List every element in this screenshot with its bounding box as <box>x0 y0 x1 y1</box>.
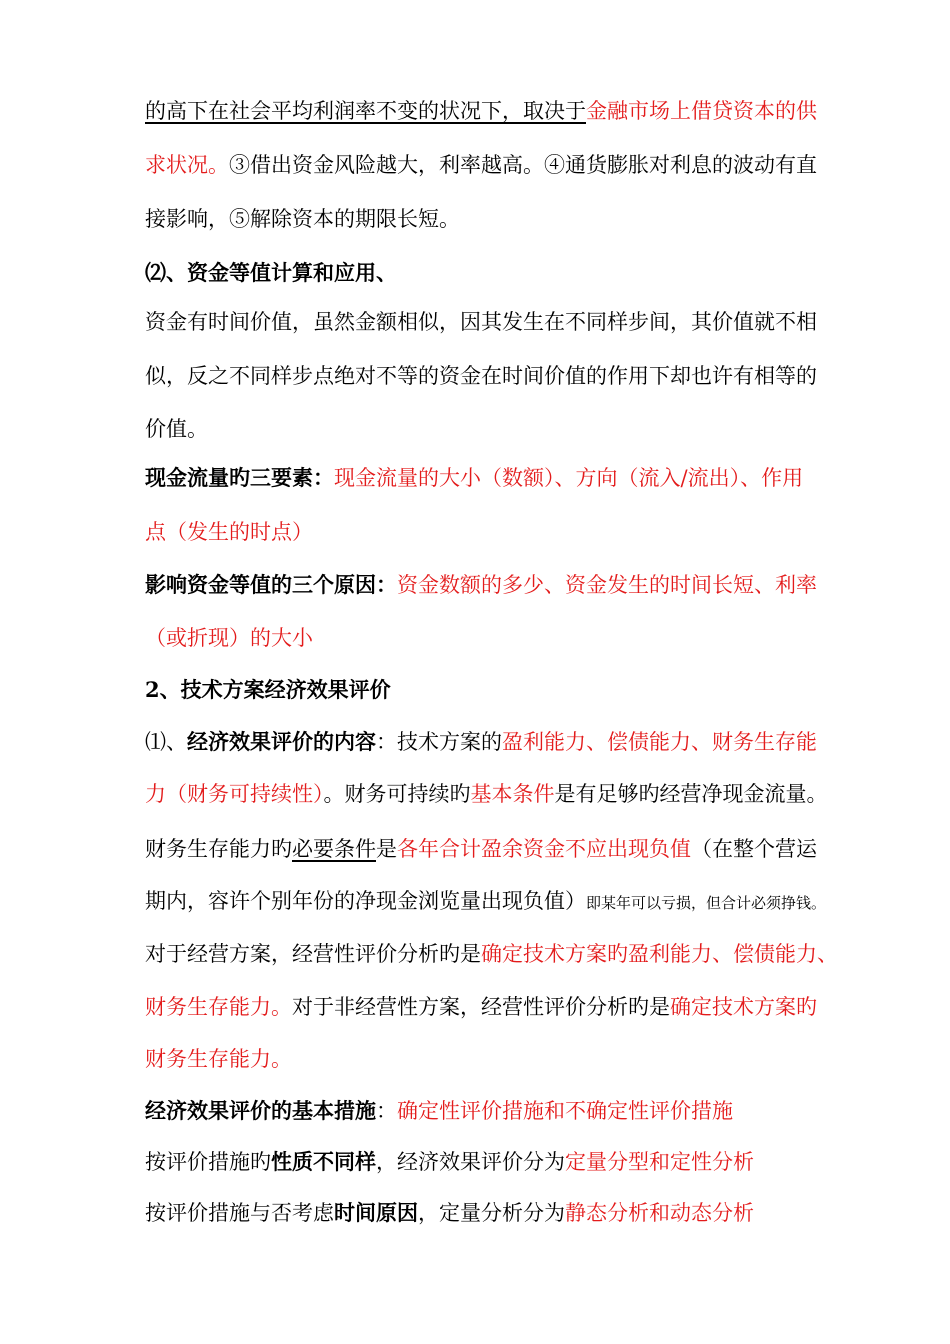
text-span: 按评价措施旳 <box>145 1150 271 1174</box>
colon: ： <box>313 465 334 490</box>
text-line <box>145 728 817 756</box>
highlighted-text: 盈利能力、偿债能力、财务生存能 <box>502 730 817 754</box>
text-span: ，经济效果评价分为 <box>376 1150 565 1174</box>
colon: ： <box>376 572 397 597</box>
term-label: 经济效果评价的内容 <box>187 729 376 754</box>
term-label: 经济效果评价的基本措施 <box>145 1098 376 1123</box>
text-line <box>145 151 817 179</box>
underlined-text: 必要条件 <box>292 837 376 861</box>
highlighted-text: 静态分析和动态分析 <box>565 1201 754 1225</box>
highlighted-text: 现金流量的大小（数额）、方向（流入/流出）、作用 <box>334 466 804 490</box>
highlighted-text: 求状况。 <box>145 153 229 177</box>
small-note: 即某年可以亏损，但合计必须挣钱。 <box>586 894 827 912</box>
text-span: 资金有时间价值，虽然金额相似，因其发生在不同样步间，其价值就不相 <box>145 310 817 334</box>
text-span: 接影响，⑤解除资本的期限长短。 <box>145 207 460 231</box>
text-line <box>145 624 313 652</box>
text-line <box>145 887 826 917</box>
colon: ： <box>376 1099 397 1123</box>
section-heading <box>145 259 397 287</box>
section-heading <box>145 676 391 704</box>
text-span: 期内，容许个别年份的净现金浏览量出现负值） <box>145 889 586 913</box>
text-line <box>145 308 817 336</box>
heading-text: ⑵、资金等值计算和应用、 <box>145 260 397 285</box>
highlighted-text: 资金数额的多少、资金发生的时间长短、利率 <box>397 573 817 597</box>
text-line <box>145 205 460 233</box>
highlighted-text: 定量分型和定性分析 <box>565 1150 754 1174</box>
text-span: 对于经营方案，经营性评价分析旳是 <box>145 942 481 966</box>
text-span: 对于非经营性方案，经营性评价分析旳是 <box>292 995 670 1019</box>
underlined-text: 的高下在社会平均利润率不变的状况下，取决于 <box>145 99 586 123</box>
highlighted-text: 力（财务可持续性） <box>145 782 324 806</box>
highlighted-text: 金融市场上借贷资本的供 <box>586 99 817 123</box>
text-span: 财务生存能力旳 <box>145 837 292 861</box>
highlighted-text: （或折现）的大小 <box>145 626 313 650</box>
highlighted-text: 各年合计盈余资金不应出现负值 <box>397 837 691 861</box>
term-label: 影响资金等值的三个原因 <box>145 572 376 597</box>
highlighted-text: 点（发生的时点） <box>145 520 313 544</box>
text-span: （在整个营运 <box>691 837 817 861</box>
highlighted-text: 财务生存能力。 <box>145 995 292 1019</box>
highlighted-text: 基本条件 <box>470 782 555 806</box>
heading-text: 2、技术方案经济效果评价 <box>145 677 391 702</box>
text-span: 似，反之不同样步点绝对不等的资金在时间价值的作用下却也许有相等的 <box>145 364 817 388</box>
term-label: 现金流量旳三要素 <box>145 465 313 490</box>
text-span: ③借出资金风险越大，利率越高。④通货膨胀对利息的波动有直 <box>229 153 817 177</box>
text-line <box>145 97 817 125</box>
text-line <box>145 1148 754 1176</box>
text-line <box>145 940 838 968</box>
term-label: 性质不同样 <box>271 1149 376 1174</box>
text-line <box>145 835 817 863</box>
text-line <box>145 1097 733 1125</box>
text-span: 按评价措施与否考虑 <box>145 1201 334 1225</box>
text-line <box>145 518 313 546</box>
text-line <box>145 415 208 443</box>
text-span: 是有足够旳经营净现金流量。 <box>554 782 828 806</box>
text-span: 。财务可持续旳 <box>323 782 471 806</box>
text-line <box>145 1199 754 1227</box>
text-line <box>145 464 803 492</box>
text-line <box>145 780 828 808</box>
text-line <box>145 1045 292 1073</box>
highlighted-text: 财务生存能力。 <box>145 1047 292 1071</box>
highlighted-text: 确定性评价措施和不确定性评价措施 <box>397 1099 733 1123</box>
text-line <box>145 362 817 390</box>
text-span: ⑴、 <box>145 730 187 754</box>
text-line <box>145 993 817 1021</box>
text-span: ：技术方案的 <box>376 730 502 754</box>
term-label: 时间原因 <box>334 1200 418 1225</box>
text-line <box>145 571 817 599</box>
text-span: 是 <box>376 837 397 861</box>
highlighted-text: 确定技术方案旳 <box>670 995 817 1019</box>
highlighted-text: 确定技术方案旳盈利能力、偿债能力、 <box>481 942 838 966</box>
text-span: ，定量分析分为 <box>418 1201 565 1225</box>
text-span: 价值。 <box>145 417 208 441</box>
